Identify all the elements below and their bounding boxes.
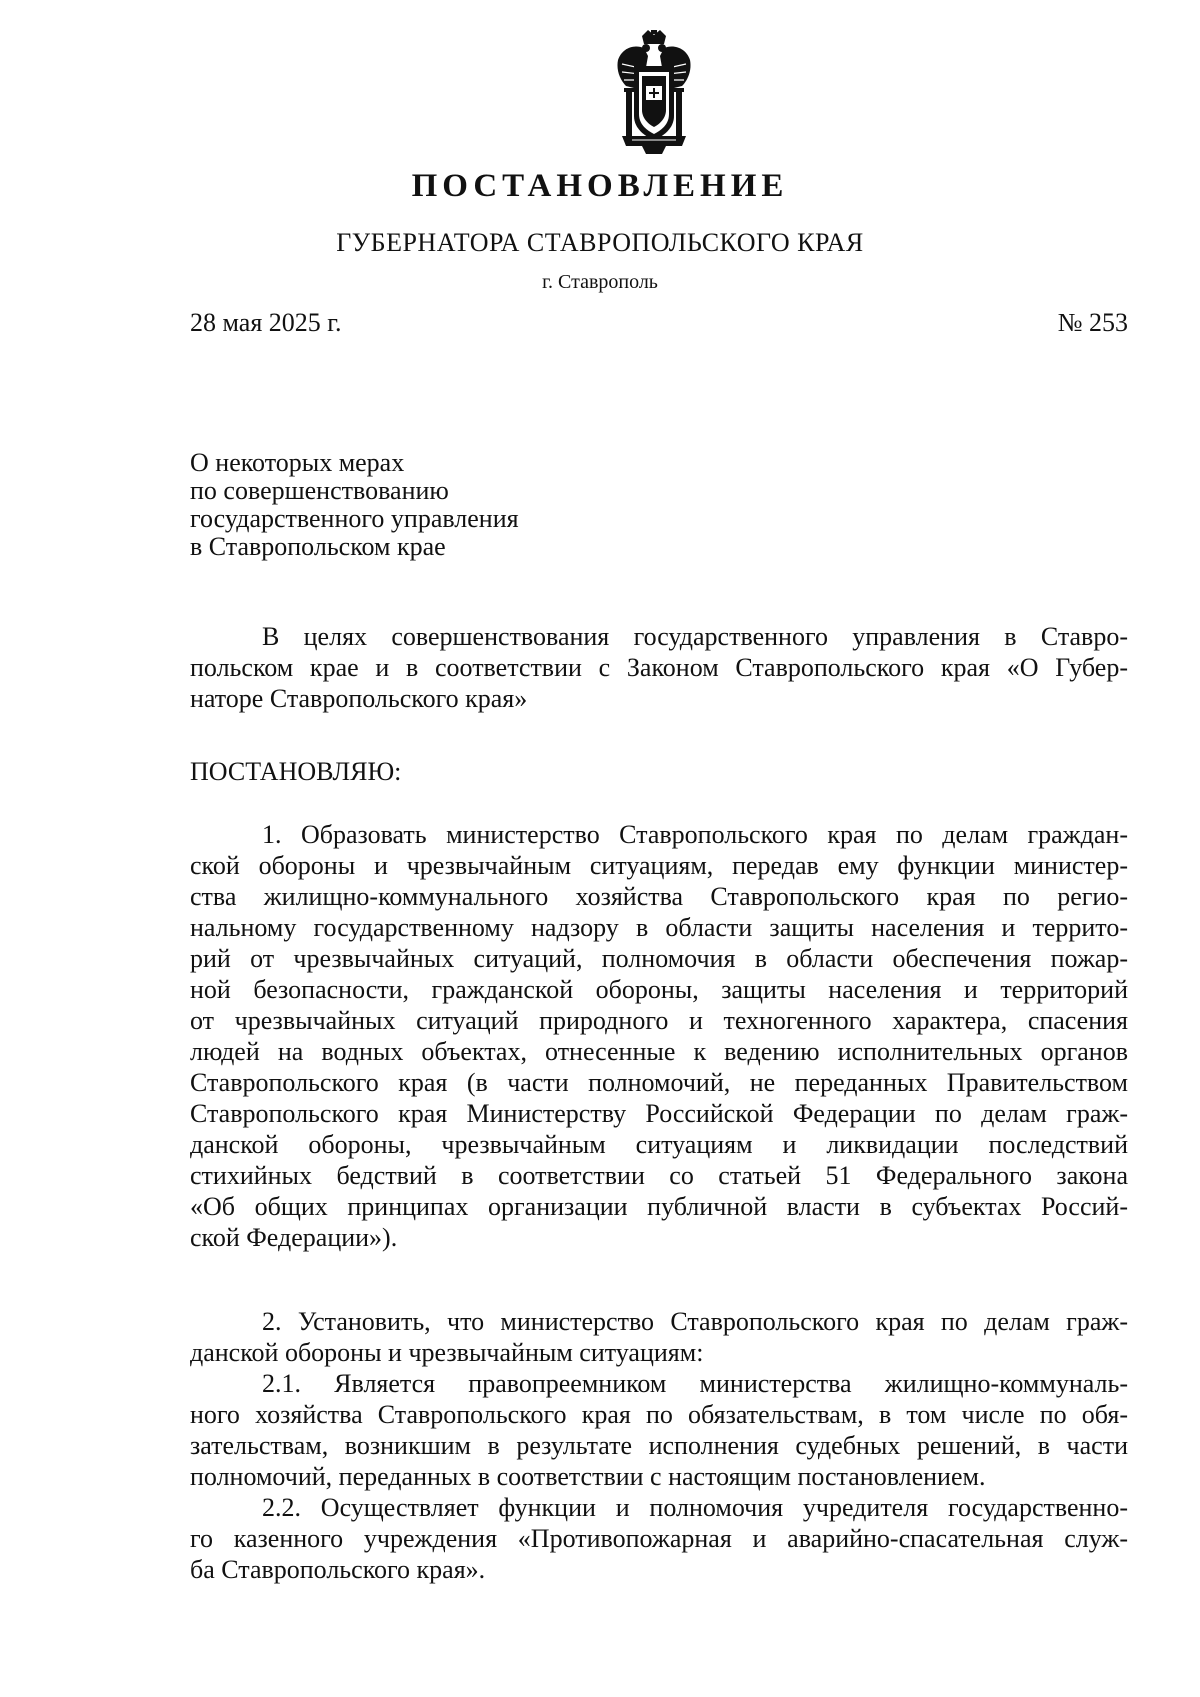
clause-1-line: Ставропольского края (в части полномочий, не переданных Правительством bbox=[190, 1068, 1128, 1097]
clause-2-2-line: го казенного учреждения «Противопожарная и аварийно-спасательная служ- bbox=[190, 1524, 1128, 1553]
decree-word: ПОСТАНОВЛЯЮ: bbox=[190, 757, 402, 786]
issuer-title: ГУБЕРНАТОРА СТАВРОПОЛЬСКОГО КРАЯ bbox=[336, 228, 864, 257]
clause-2-2-line: 2.2. Осуществляет функции и полномочия учредителя государственно- bbox=[262, 1493, 1128, 1522]
clause-1-line: ской обороны и чрезвычайным ситуациям, передав ему функции министер- bbox=[190, 851, 1128, 880]
clause-2-2-paragraph bbox=[190, 1492, 1128, 1585]
clause-1-line: рий от чрезвычайных ситуаций, полномочия в области обеспечения пожар- bbox=[190, 944, 1128, 973]
preamble-line: В целях совершенствования государственного управления в Ставро- bbox=[262, 622, 1128, 651]
clause-2-1-paragraph bbox=[190, 1368, 1128, 1492]
clause-1-paragraph bbox=[190, 819, 1128, 1253]
subject-line: по совершенствованию bbox=[190, 476, 449, 505]
clause-1-line: ной безопасности, гражданской обороны, защиты населения и территорий bbox=[190, 975, 1128, 1004]
clause-2-line: 2. Установить, что министерство Ставропольского края по делам граж- bbox=[262, 1307, 1128, 1336]
subject-line: О некоторых мерах bbox=[190, 448, 405, 477]
stavropol-coat-of-arms-icon bbox=[612, 30, 696, 154]
document-subject bbox=[190, 449, 519, 561]
clause-2-2-line: ба Ставропольского края». bbox=[190, 1555, 486, 1584]
preamble-line: наторе Ставропольского края» bbox=[190, 684, 528, 713]
document-type-title: ПОСТАНОВЛЕНИЕ bbox=[411, 168, 789, 204]
clause-2-paragraph bbox=[190, 1306, 1128, 1368]
clause-2-1-line: полномочий, переданных в соответствии с настоящим постановлением. bbox=[190, 1462, 986, 1491]
clause-1-line: стихийных бедствий в соответствии со статьей 51 Федерального закона bbox=[190, 1161, 1128, 1190]
clause-2-1-line: зательствам, возникшим в результате исполнения судебных решений, в части bbox=[190, 1431, 1128, 1460]
document-number: № 253 bbox=[1057, 308, 1128, 337]
document-date: 28 мая 2025 г. bbox=[190, 308, 342, 337]
clause-1-line: Ставропольского края Министерству Российской Федерации по делам граж- bbox=[190, 1099, 1128, 1128]
city: г. Ставрополь bbox=[542, 271, 658, 293]
clause-1-line: от чрезвычайных ситуаций природного и техногенного характера, спасения bbox=[190, 1006, 1128, 1035]
clause-1-line: 1. Образовать министерство Ставропольского края по делам граждан- bbox=[262, 820, 1128, 849]
clause-1-line: людей на водных объектах, отнесенные к ведению исполнительных органов bbox=[190, 1037, 1128, 1066]
clause-1-line: нальному государственному надзору в области защиты населения и террито- bbox=[190, 913, 1128, 942]
subject-line: в Ставропольском крае bbox=[190, 532, 446, 561]
preamble-paragraph bbox=[190, 621, 1128, 714]
clause-2-line: данской обороны и чрезвычайным ситуациям: bbox=[190, 1338, 704, 1367]
preamble-line: польском крае и в соответствии с Законом Ставропольского края «О Губер- bbox=[190, 653, 1128, 682]
clause-1-line: ской Федерации»). bbox=[190, 1223, 398, 1252]
clause-2-1-line: 2.1. Является правопреемником министерства жилищно-коммуналь- bbox=[262, 1369, 1128, 1398]
clause-1-line: данской обороны, чрезвычайным ситуациям и ликвидации последствий bbox=[190, 1130, 1128, 1159]
clause-1-line: «Об общих принципах организации публичной власти в субъектах Россий- bbox=[190, 1192, 1128, 1221]
clause-2-1-line: ного хозяйства Ставропольского края по обязательствам, в том числе по обя- bbox=[190, 1400, 1128, 1429]
clause-1-line: ства жилищно-коммунального хозяйства Ставропольского края по регио- bbox=[190, 882, 1128, 911]
subject-line: государственного управления bbox=[190, 504, 519, 533]
